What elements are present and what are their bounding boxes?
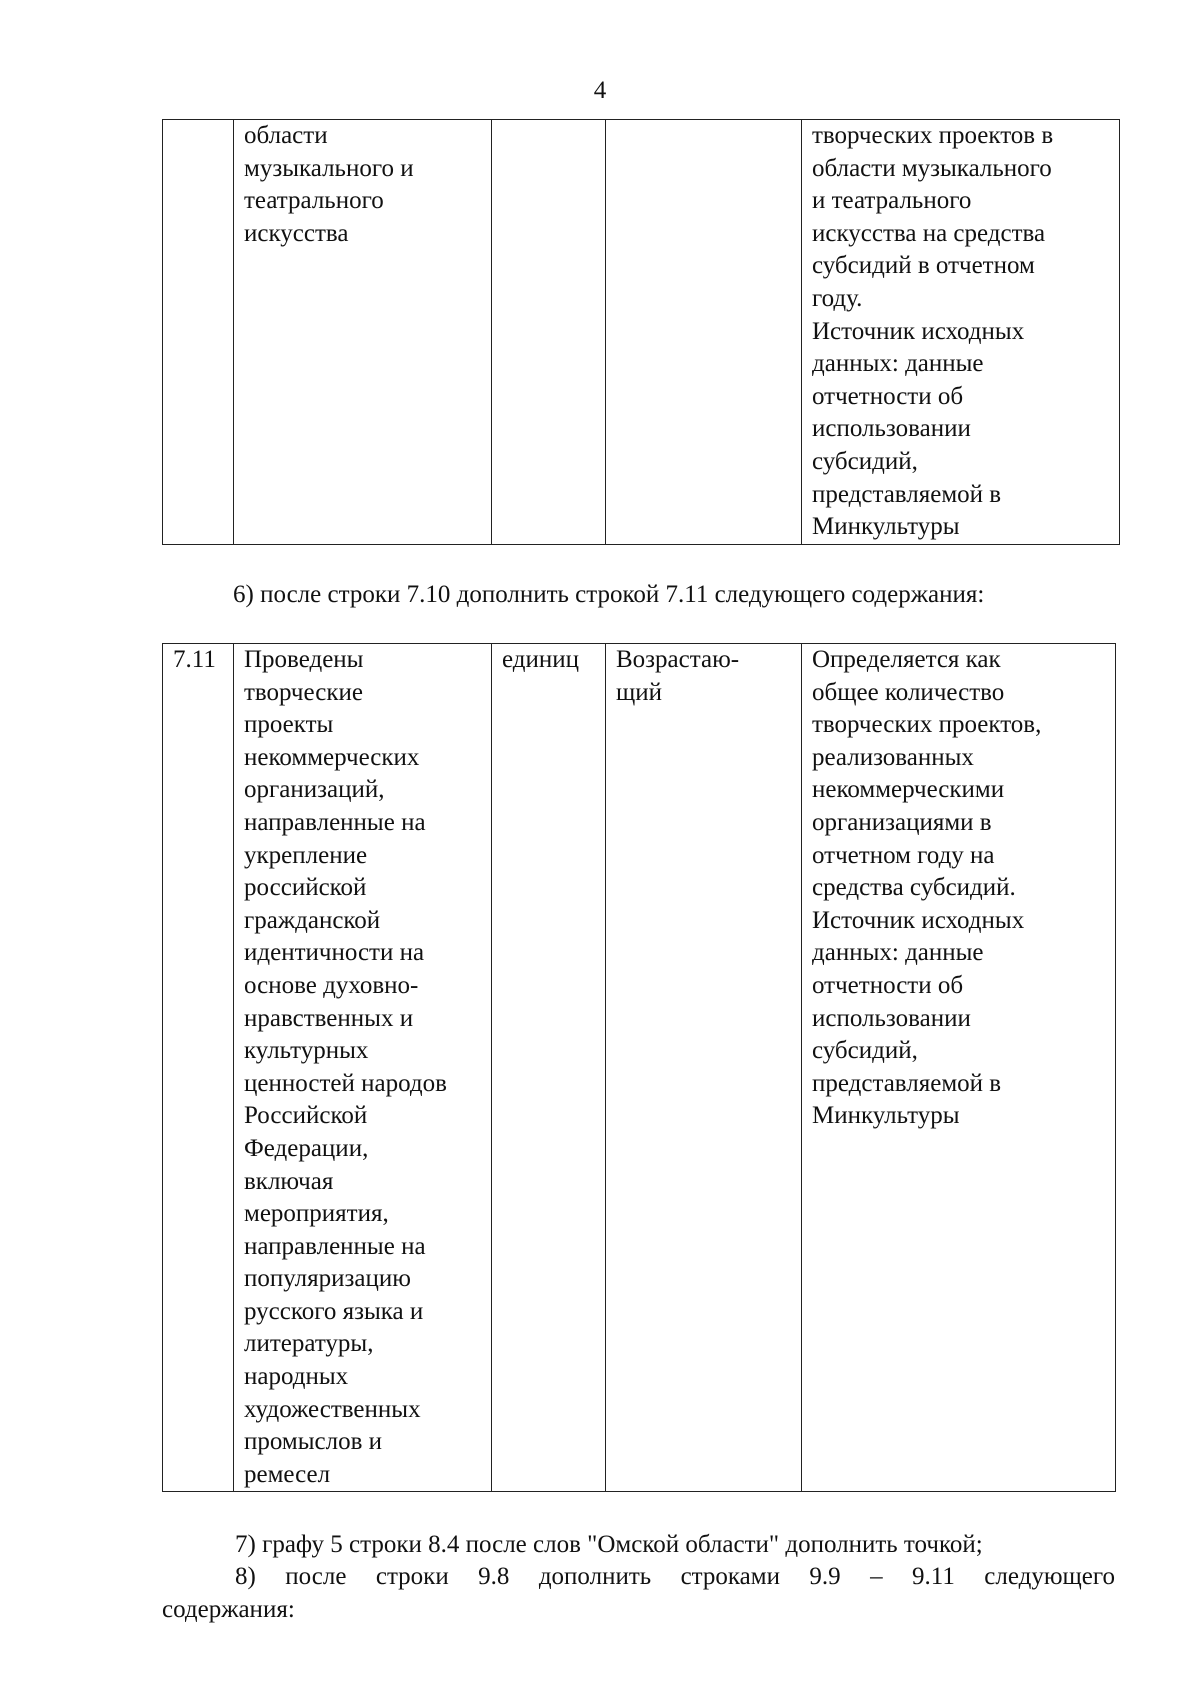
cell-indicator-name: области музыкального и театрального искусства [234,120,492,545]
cell-number: 7.11 [163,644,234,1492]
page-number: 4 [593,77,607,104]
cell-number [163,120,234,545]
paragraph-7: 7) графу 5 строки 8.4 после слов "Омской области" дополнить точкой; [235,1531,983,1558]
paragraph-8: 8) после строки 9.8 дополнить строками 9.9 – 9.11 следующего [235,1563,1115,1590]
cell-unit: единиц [492,644,606,1492]
paragraph-6: 6) после строки 7.10 дополнить строкой 7.11 следующего содержания: [233,581,985,608]
cell-trend: Возрастаю- щий [606,644,802,1492]
table-row [163,644,1116,1492]
cell-indicator-name: Проведены творческие проекты некоммерческих организаций, направленные на укрепление российской гражданской идентичности на основе духовно- нравственных и культурных ценностей народов Российской Федерации, включая мероприятия, направленные на популяризацию русского языка и литературы, народных художественных промыслов и ремесел [234,644,492,1492]
paragraph-8-continuation: содержания: [162,1596,295,1623]
table-row-7-11 [162,643,1116,1492]
table-row [163,120,1120,545]
cell-unit [492,120,606,545]
cell-trend [606,120,802,545]
cell-method: творческих проектов в области музыкального и театрального искусства на средства субсидий в отчетном году. Источник исходных данных: данные отчетности об использовании субсидий, представляемой в Минкультуры [802,120,1120,545]
cell-method: Определяется как общее количество творческих проектов, реализованных некоммерческими организациями в отчетном году на средства субсидий. Источник исходных данных: данные отчетности об использовании субсидий, представляемой в Минкультуры [802,644,1116,1492]
table-continuation [162,119,1120,545]
